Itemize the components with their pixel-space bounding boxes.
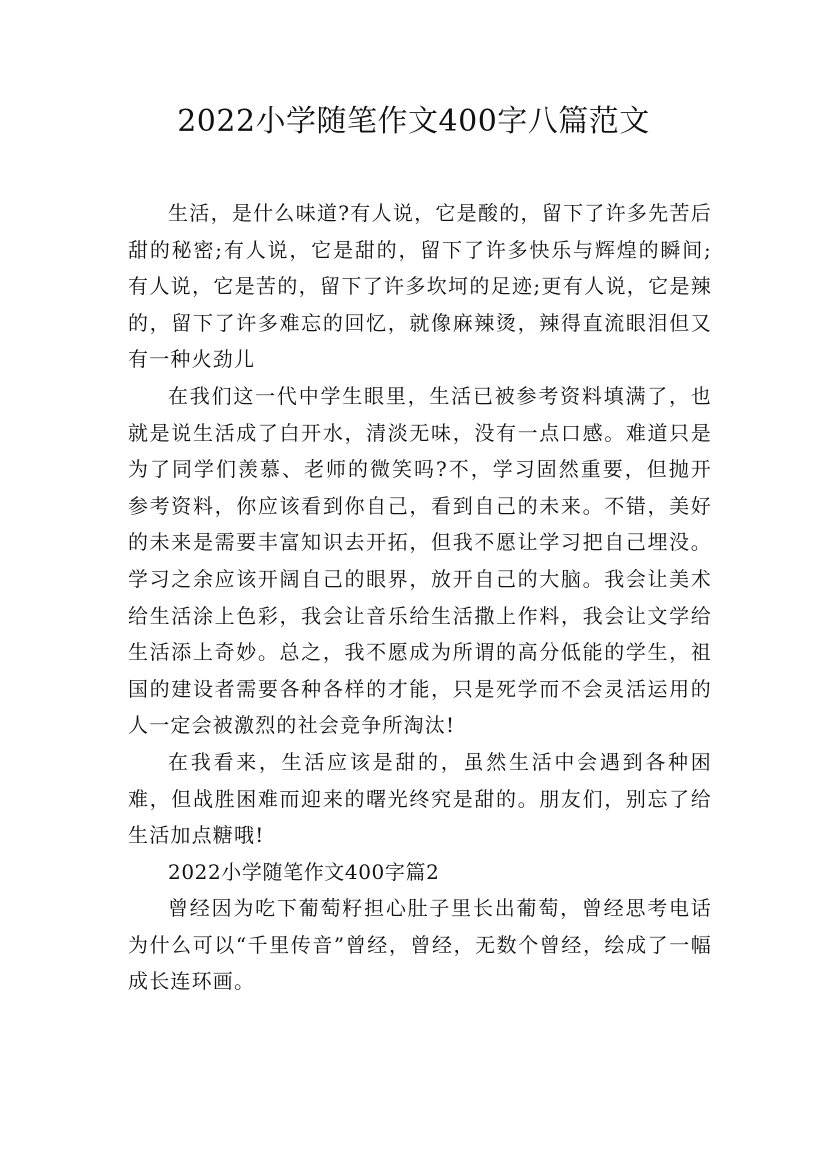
paragraph: 曾经因为吃下葡萄籽担心肚子里长出葡萄，曾经思考电话为什么可以“千里传音”曾经，曾经，无数个曾经，绘成了一幅成长连环画。 (128, 896, 712, 994)
document-title: 2022小学随笔作文400字八篇范文 (177, 104, 650, 139)
paragraph: 在我们这一代中学生眼里，生活已被参考资料填满了，也就是说生活成了白开水，清淡无味，没有一点口感。难道只是为了同学们羡慕、老师的微笑吗?不，学习固然重要，但抛开参考资料，你应该看到你自己，看到自己的未来。不错，美好的未来是需要丰富知识去开拓，但我不愿让学习把自己埋没。学习之余应该开阔自己的眼界，放开自己的大脑。我会让美术给生活涂上色彩，我会让音乐给生活撒上作料，我会让文学给生活添上奇妙。总之，我不愿成为所谓的高分低能的学生，祖国的建设者需要各种各样的才能，只是死学而不会灵活运用的人一定会被激烈的社会竞争所淘汰! (128, 383, 712, 738)
paragraph: 在我看来，生活应该是甜的，虽然生活中会遇到各种困难，但战胜困难而迎来的曙光终究是甜的。朋友们，别忘了给生活加点糖哦! (128, 749, 712, 848)
document-body (128, 195, 712, 1000)
section-heading: 2022小学随笔作文400字篇2 (168, 859, 440, 884)
paragraph: 生活，是什么味道?有人说，它是酸的，留下了许多先苦后甜的秘密;有人说，它是甜的，留下了许多快乐与辉煌的瞬间;有人说，它是苦的，留下了许多坎坷的足迹;更有人说，它是辣的，留下了许多难忘的回忆，就像麻辣烫，辣得直流眼泪但又有一种火劲儿 (128, 201, 712, 372)
